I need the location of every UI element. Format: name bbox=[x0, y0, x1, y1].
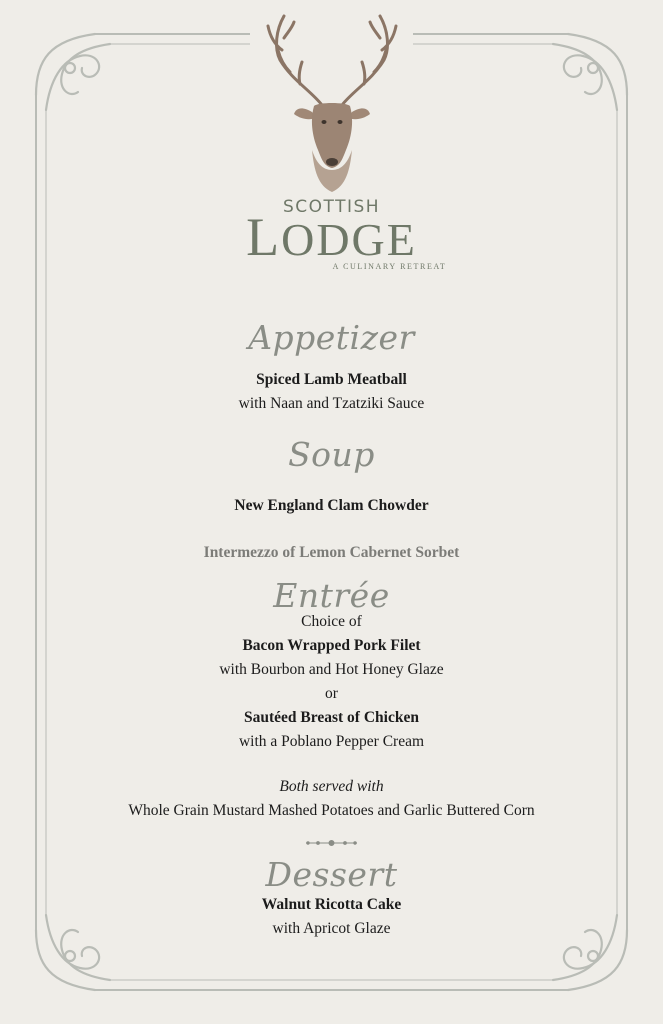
dessert-heading: Dessert bbox=[265, 855, 398, 894]
appetizer-heading: Appetizer bbox=[248, 318, 415, 357]
soup-dish: New England Clam Chowder bbox=[234, 497, 429, 514]
dessert-dish: Walnut Ricotta Cake bbox=[261, 896, 402, 913]
entree-heading: Entrée bbox=[273, 576, 390, 615]
brand-name-line1: SCOTTISH bbox=[282, 197, 381, 217]
dessert-description: with Apricot Glaze bbox=[272, 920, 391, 937]
divider-ornament bbox=[306, 841, 357, 846]
intermezzo: Intermezzo of Lemon Cabernet Sorbet bbox=[203, 544, 460, 561]
entree-served-note: Both served with bbox=[279, 778, 384, 795]
soup-heading: Soup bbox=[288, 435, 375, 474]
brand-tagline: A CULINARY RETREAT bbox=[332, 262, 447, 271]
entree-option2-dish: Sautéed Breast of Chicken bbox=[244, 709, 419, 726]
entree-option2-description: with a Poblano Pepper Cream bbox=[238, 733, 425, 750]
entree-option1-description: with Bourbon and Hot Honey Glaze bbox=[219, 661, 444, 678]
stag-head-icon bbox=[262, 10, 402, 195]
entree-option1-dish: Bacon Wrapped Pork Filet bbox=[242, 637, 421, 654]
brand-rest: ODGE bbox=[281, 214, 417, 265]
appetizer-dish: Spiced Lamb Meatball bbox=[256, 371, 407, 388]
entree-intro: Choice of bbox=[301, 613, 362, 630]
brand-initial: L bbox=[246, 207, 282, 267]
appetizer-description: with Naan and Tzatziki Sauce bbox=[238, 395, 425, 412]
entree-separator: or bbox=[325, 685, 338, 702]
entree-sides: Whole Grain Mustard Mashed Potatoes and Garlic Buttered Corn bbox=[128, 802, 535, 819]
